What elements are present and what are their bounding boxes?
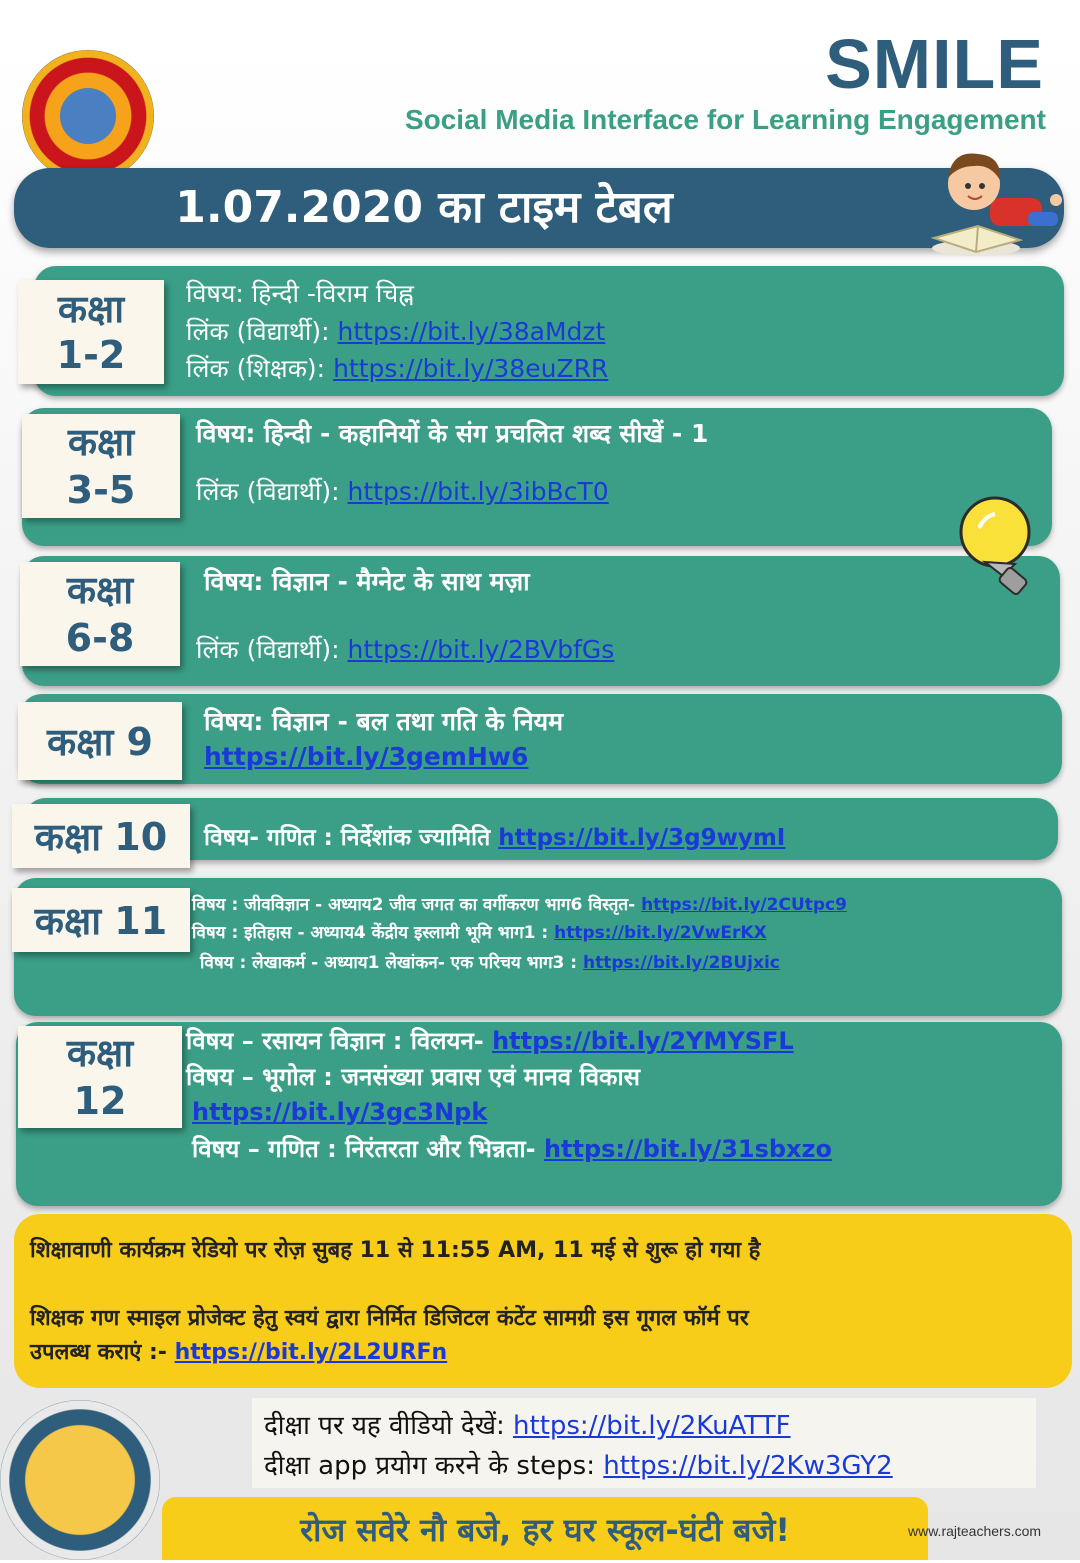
brand-subtitle: Social Media Interface for Learning Engagement	[404, 104, 1046, 135]
class-9-line-2	[204, 742, 528, 771]
subject-text: विषय – गणित : निरंतरता और भिन्नता-	[192, 1135, 544, 1163]
class-11-line-1	[192, 892, 847, 915]
slogan-bar	[162, 1497, 928, 1560]
class-label-12	[18, 1026, 182, 1128]
slogan-text: रोज सवेरे नौ बजे, हर घर स्कूल-घंटी बजे!	[300, 1511, 790, 1549]
class-label-bottom: 6-8	[65, 616, 135, 660]
timetable-title-bar	[14, 168, 1064, 248]
subject-text: विषय: हिन्दी - कहानियों के संग प्रचलित शब्द सीखें - 1	[196, 419, 709, 448]
subject-link[interactable]: https://bit.ly/3gemHw6	[204, 742, 529, 771]
link-label: लिंक (विद्यार्थी):	[186, 317, 338, 346]
class-1-2-line-2	[186, 314, 605, 348]
student-link[interactable]: https://bit.ly/2BVbfGs	[347, 635, 615, 664]
brand-title: SMILE	[825, 25, 1044, 103]
student-link[interactable]: https://bit.ly/38aMdzt	[337, 317, 606, 346]
class-label-top: कक्षा	[66, 1031, 134, 1075]
notice-radio-line: शिक्षावाणी कार्यक्रम रेडियो पर रोज़ सुबह 11 से 11:55 AM, 11 मई से शुरू हो गया है	[30, 1238, 761, 1263]
subject-text: विषय : लेखाकर्म - अध्याय1 लेखांकन- एक परिचय भाग3 :	[200, 953, 584, 973]
class-label-bottom: 1-2	[56, 333, 126, 377]
class-6-8-line-2	[196, 632, 614, 666]
class-label-9	[18, 702, 182, 780]
subject-text: विषय – भूगोल : जनसंख्या प्रवास एवं मानव विकास	[186, 1063, 640, 1091]
google-form-link[interactable]: https://bit.ly/2L2URFn	[174, 1340, 448, 1365]
subject-text: विषय : इतिहास - अध्याय4 केंद्रीय इस्लामी भूमि भाग1 :	[192, 923, 555, 943]
subject-link[interactable]: https://bit.ly/2BUjxic	[583, 953, 780, 973]
subject-text: विषय: विज्ञान - मैग्नेट के साथ मज़ा	[204, 567, 530, 596]
class-12-line-4	[192, 1132, 832, 1165]
subject-text: विषय: विज्ञान - बल तथा गति के नियम	[204, 707, 564, 736]
class-label-1-2	[18, 280, 164, 384]
diksha-box	[252, 1398, 1036, 1488]
class-label-bottom: 12	[73, 1079, 127, 1123]
class-11-line-2	[192, 920, 767, 943]
subject-link[interactable]: https://bit.ly/2CUtpc9	[641, 895, 847, 915]
reading-boy-icon	[928, 140, 1068, 258]
emblem-map-icon	[60, 88, 116, 144]
diksha-steps-link[interactable]: https://bit.ly/2Kw3GY2	[603, 1451, 893, 1481]
subject-link[interactable]: https://bit.ly/2VwErKX	[554, 923, 767, 943]
class-12-line-2	[186, 1060, 640, 1093]
class-label-top: कक्षा	[66, 568, 134, 612]
timetable-title: 1.07.2020 का टाइम टेबल	[175, 182, 673, 233]
class-1-2-line-1	[186, 276, 414, 310]
teacher-link[interactable]: https://bit.ly/38euZRR	[333, 354, 609, 383]
subject-link[interactable]: https://bit.ly/2YMYSFL	[492, 1027, 794, 1055]
class-label-6-8	[20, 562, 180, 666]
subject-text: विषय – रसायन विज्ञान : विलयन-	[186, 1027, 493, 1055]
diksha-steps-text: दीक्षा app प्रयोग करने के steps:	[264, 1451, 604, 1481]
class-label-bottom: 3-5	[66, 468, 136, 512]
link-label: लिंक (विद्यार्थी):	[196, 635, 348, 664]
class-6-8-line-1	[204, 564, 530, 598]
class-10-line-1	[204, 820, 785, 852]
student-link[interactable]: https://bit.ly/3ibBcT0	[347, 477, 609, 506]
state-emblem-logo	[22, 50, 154, 182]
subject-link[interactable]: https://bit.ly/3gc3Npk	[192, 1098, 488, 1126]
notice-box	[14, 1214, 1072, 1388]
link-label: लिंक (विद्यार्थी):	[196, 477, 348, 506]
diksha-video-text: दीक्षा पर यह वीडियो देखें:	[264, 1411, 514, 1441]
class-label-top: कक्षा 9	[47, 720, 153, 764]
website-credit: www.rajteachers.com	[908, 1523, 1042, 1539]
class-label-top: कक्षा 10	[34, 815, 168, 859]
class-9-line-1	[204, 704, 563, 738]
class-label-top: कक्षा	[67, 420, 135, 464]
subject-text: विषय : जीवविज्ञान - अध्याय2 जीव जगत का वर्गीकरण भाग6 विस्तृत-	[192, 895, 642, 915]
class-11-line-3	[200, 950, 780, 973]
link-label: लिंक (शिक्षक):	[186, 354, 334, 383]
subject-text: विषय- गणित : निर्देशांक ज्यामिति	[204, 825, 499, 851]
kids-reading-icon	[0, 1400, 160, 1560]
class-label-top: कक्षा	[57, 287, 125, 331]
diksha-steps-line	[264, 1446, 893, 1482]
subject-link[interactable]: https://bit.ly/3g9wymI	[498, 825, 786, 851]
class-3-5-line-1	[196, 416, 708, 450]
notice-form-text: उपलब्ध कराएं :-	[30, 1340, 175, 1365]
class-label-11	[12, 888, 190, 952]
class-label-top: कक्षा 11	[34, 899, 168, 943]
subject-text: विषय: हिन्दी -विराम चिह्न	[186, 279, 414, 308]
class-3-5-line-2	[196, 474, 609, 508]
class-12-line-1	[186, 1024, 794, 1057]
notice-form-line-2	[30, 1336, 447, 1366]
diksha-video-line	[264, 1406, 791, 1442]
class-12-line-3	[192, 1098, 487, 1126]
class-1-2-line-3	[186, 351, 608, 385]
lightbulb-icon	[955, 492, 1041, 602]
class-label-3-5	[22, 414, 180, 518]
diksha-video-link[interactable]: https://bit.ly/2KuATTF	[513, 1411, 791, 1441]
class-label-10	[12, 804, 190, 868]
notice-form-line: शिक्षक गण स्माइल प्रोजेक्ट हेतु स्वयं द्वारा निर्मित डिजिटल कंटेंट सामग्री इस गूगल फॉर्म पर	[30, 1306, 749, 1331]
subject-link[interactable]: https://bit.ly/31sbxzo	[543, 1135, 832, 1163]
